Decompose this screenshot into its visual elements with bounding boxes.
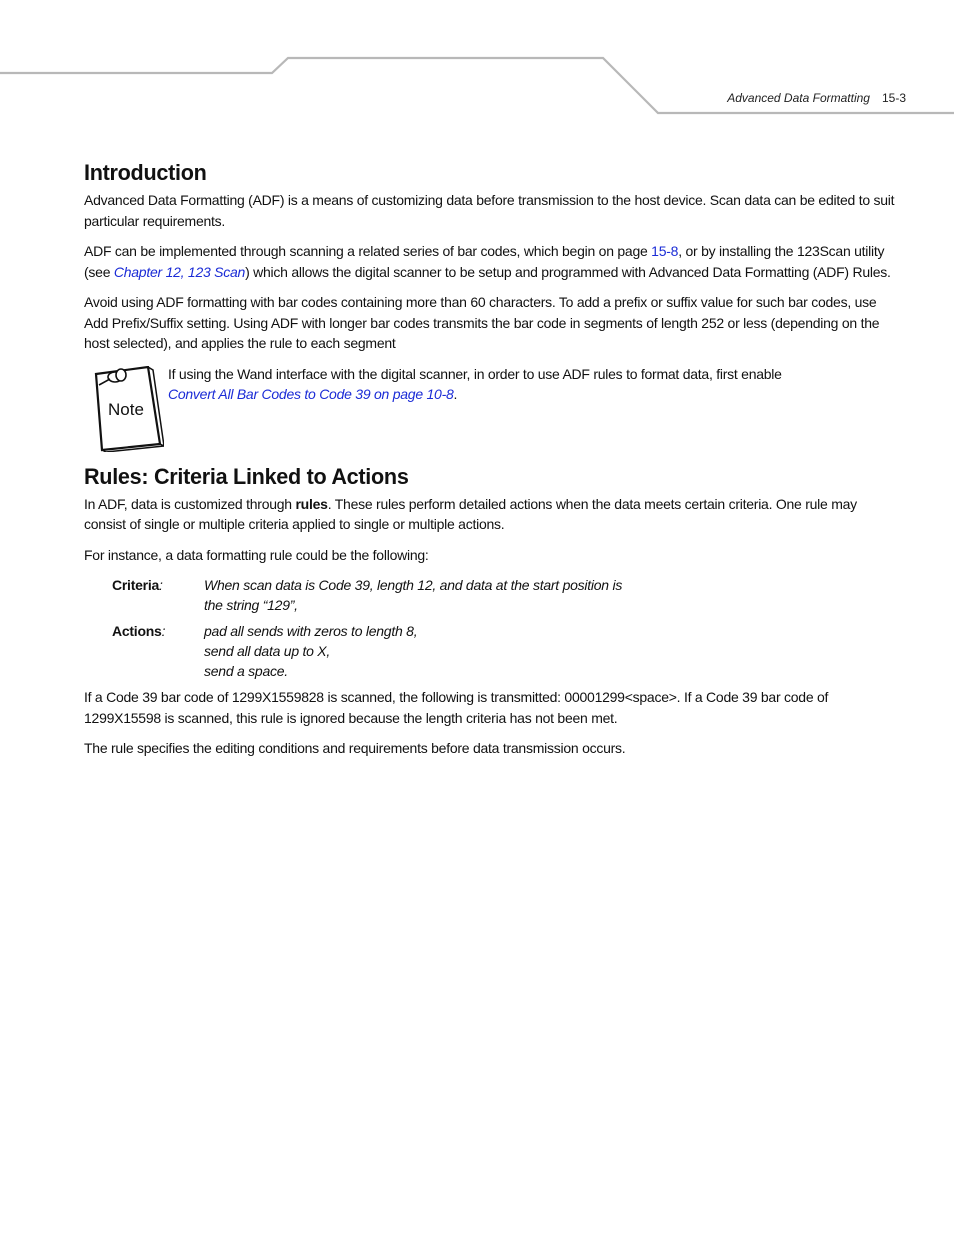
- note-label: Note: [108, 399, 144, 419]
- intro-paragraph-3: Avoid using ADF formatting with bar codes containing more than 60 characters. To add a prefix or suffix value for such bar codes, use Add Prefix/Suffix setting. Using ADF with longer bar codes transmits the bar code in segments of length 252 or less (depending on the host selected), and applies the rule to each segment: [84, 294, 880, 351]
- intro-paragraph-1: Advanced Data Formatting (ADF) is a means of customizing data before transmission to the host device. Scan data can be edited to suit particular requirements.: [84, 192, 895, 229]
- page-15-8-link[interactable]: 15-8: [651, 243, 679, 259]
- criteria-text: When scan data is Code 39, length 12, and data at the start position is the string “129”,: [204, 577, 623, 613]
- rule-example: [112, 575, 899, 681]
- actions-text: pad all sends with zeros to length 8, send all data up to X, send a space.: [204, 623, 418, 679]
- note-pin-icon: [90, 366, 164, 452]
- page-content: [84, 160, 899, 769]
- actions-row: Actions: pad all sends with zeros to length 8, send all data up to X, send a space.: [112, 621, 899, 681]
- running-header: [727, 91, 906, 105]
- rules-paragraph-1: In ADF, data is customized through rules. These rules perform detailed actions when the data meets certain criteria. One rule may consist of single or multiple criteria applied to single or multiple actions.: [84, 495, 857, 532]
- intro-paragraph-2: ADF can be implemented through scanning a related series of bar codes, which begin on page 15-8, or by installing the 123Scan utility (see Chapter 12, 123 Scan) which allows the digital scanner to be setup and programmed with Advanced Data Formatting (ADF) Rules.: [84, 243, 891, 280]
- running-header-title: Advanced Data Formatting: [727, 91, 870, 105]
- introduction-heading: Introduction: [84, 160, 207, 185]
- rules-paragraph-4: The rule specifies the editing conditions and requirements before data transmission occurs.: [84, 740, 626, 756]
- chapter-12-link[interactable]: Chapter 12, 123 Scan: [113, 263, 246, 280]
- page-number: 15-3: [881, 91, 906, 105]
- actions-label: Actions: [112, 623, 162, 639]
- note-box: [84, 364, 899, 456]
- rules-paragraph-2: For instance, a data formatting rule could be the following:: [84, 546, 429, 563]
- convert-code39-link[interactable]: Convert All Bar Codes to Code 39 on page 10-8: [168, 386, 454, 402]
- note-text: If using the Wand interface with the digital scanner, in order to use ADF rules to format data, first enable Convert All Bar Codes to Code 39 on page 10-8.: [168, 365, 782, 402]
- criteria-label: Criteria: [112, 577, 160, 593]
- rules-heading: Rules: Criteria Linked to Actions: [84, 463, 409, 489]
- criteria-row: Criteria: When scan data is Code 39, length 12, and data at the start position is the string “129”,: [112, 575, 899, 615]
- rules-paragraph-3: If a Code 39 bar code of 1299X1559828 is scanned, the following is transmitted: 00001299<space>. If a Code 39 bar code of 1299X15598 is scanned, this rule is ignored because the length criteria has not been met.: [84, 689, 829, 726]
